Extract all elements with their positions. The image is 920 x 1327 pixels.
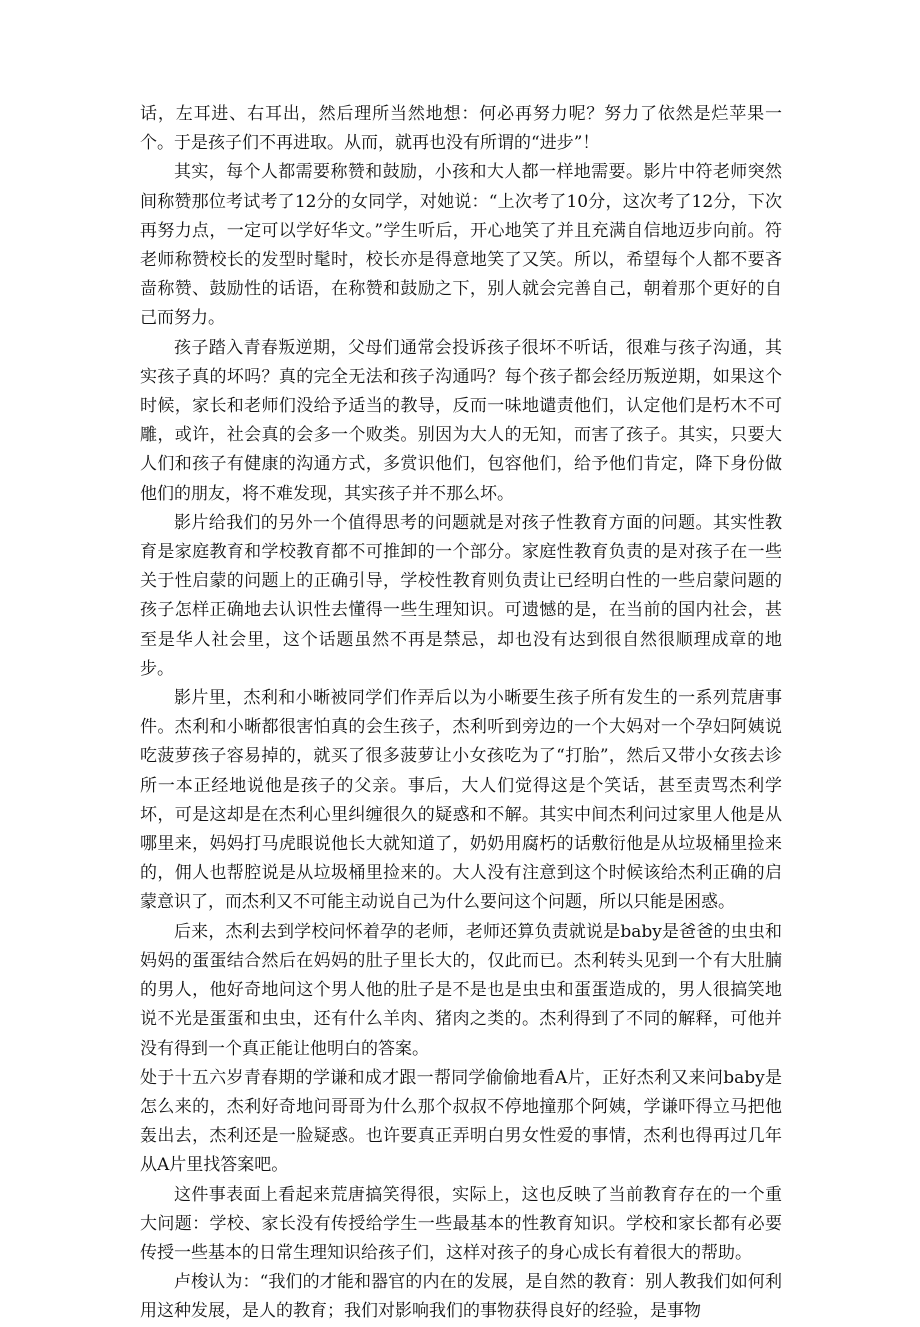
paragraph-7: 处于十五六岁青春期的学谦和成才跟一帮同学偷偷地看A片，正好杰利又来问baby是怎么来的，杰利好奇地问哥哥为什么那个叔叔不停地撞那个阿姨，学谦吓得立马把他轰出去，杰利还是一脸疑惑。也许要真正弄明白男女性爱的事情，杰利也得再过几年从A片里找答案吧。 — [140, 1067, 782, 1176]
paragraph-8: 这件事表面上看起来荒唐搞笑得很，实际上，这也反映了当前教育存在的一个重大问题：学校、家长没有传授给学生一些最基本的性教育知识。学校和家长都有必要传授一些基本的日常生理知识给孩子们，这样对孩子的身心成长有着很大的帮助。 — [140, 1184, 782, 1263]
paragraph-3: 孩子踏入青春叛逆期，父母们通常会投诉孩子很坏不听话，很难与孩子沟通，其实孩子真的坏吗？真的完全无法和孩子沟通吗？每个孩子都会经历叛逆期，如果这个时候，家长和老师们没给予适当的教导，反而一味地谴责他们，认定他们是朽木不可雕，或许，社会真的会多一个败类。别因为大人的无知，而害了孩子。其实，只要大人们和孩子有健康的沟通方式，多赏识他们，包容他们，给予他们肯定，降下身份做他们的朋友，将不难发现，其实孩子并不那么坏。 — [140, 337, 782, 504]
paragraph-5: 影片里，杰利和小晰被同学们作弄后以为小晰要生孩子所有发生的一系列荒唐事件。杰利和小晰都很害怕真的会生孩子，杰利听到旁边的一个大妈对一个孕妇阿姨说吃菠萝孩子容易掉的，就买了很多菠萝让小女孩吃为了“打胎”，然后又带小女孩去诊所一本正经地说他是孩子的父亲。事后，大人们觉得这是个笑话，甚至责骂杰利学坏，可是这却是在杰利心里纠缠很久的疑惑和不解。其实中间杰利问过家里人他是从哪里来，妈妈打马虎眼说他长大就知道了，奶奶用腐朽的话敷衍他是从垃圾桶里捡来的，佣人也帮腔说是从垃圾桶里捡来的。大人没有注意到这个时候该给杰利正确的启蒙意识了，而杰利又不可能主动说自己为什么要问这个问题，所以只能是困惑。 — [140, 688, 782, 913]
paragraph-1: 话，左耳进、右耳出，然后理所当然地想：何必再努力呢？努力了依然是烂苹果一个。于是孩子们不再进取。从而，就再也没有所谓的“进步”！ — [140, 104, 782, 154]
paragraph-6: 后来，杰利去到学校问怀着孕的老师，老师还算负责就说是baby是爸爸的虫虫和妈妈的蛋蛋结合然后在妈妈的肚子里长大的，仅此而已。杰利转头见到一个有大肚腩的男人，他好奇地问这个男人他的肚子是不是也是虫虫和蛋蛋造成的，男人很搞笑地说不光是蛋蛋和虫虫，还有什么羊肉、猪肉之类的。杰利得到了不同的解释，可他并没有得到一个真正能让他明白的答案。 — [140, 921, 782, 1059]
document-body — [140, 100, 782, 1327]
paragraph-4: 影片给我们的另外一个值得思考的问题就是对孩子性教育方面的问题。其实性教育是家庭教育和学校教育都不可推卸的一个部分。家庭性教育负责的是对孩子在一些关于性启蒙的问题上的正确引导，学校性教育则负责让已经明白性的一些启蒙问题的孩子怎样正确地去认识性去懂得一些生理知识。可遗憾的是，在当前的国内社会，甚至是华人社会里，这个话题虽然不再是禁忌，却也没有达到很自然很顺理成章的地步。 — [140, 512, 782, 679]
paragraph-9: 卢梭认为：“我们的才能和器官的内在的发展，是自然的教育：别人教我们如何利用这种发展，是人的教育；我们对影响我们的事物获得良好的经验，是事物 — [140, 1272, 782, 1322]
paragraph-2: 其实，每个人都需要称赞和鼓励，小孩和大人都一样地需要。影片中符老师突然间称赞那位考试考了12分的女同学，对她说：“上次考了10分，这次考了12分，下次再努力点，一定可以学好华文。”学生听后，开心地笑了并且充满自信地迈步向前。符老师称赞校长的发型时髦时，校长亦是得意地笑了又笑。所以，希望每个人都不要吝啬称赞、鼓励性的话语，在称赞和鼓励之下，别人就会完善自己，朝着那个更好的自己而努力。 — [140, 162, 782, 329]
